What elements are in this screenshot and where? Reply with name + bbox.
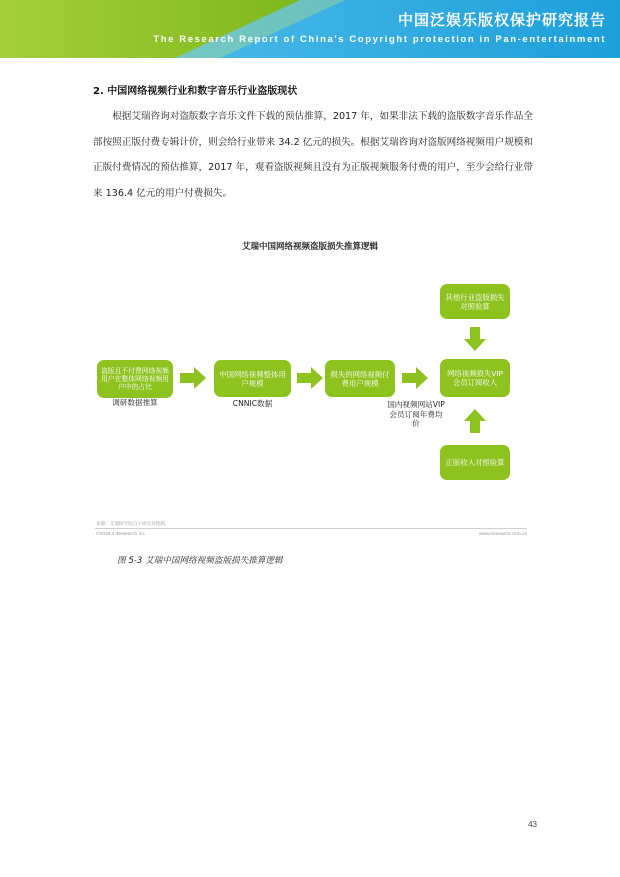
figure-title: 艾瑞中国网络视频盗版损失推算逻辑 bbox=[241, 242, 378, 252]
flow-box-survey-label: 盗版且不付费网络视频用户在整体网络视频用户中的占比 bbox=[101, 367, 169, 391]
flow-box-survey bbox=[97, 360, 173, 398]
page-header bbox=[0, 0, 620, 58]
flow-box-lost-users bbox=[325, 360, 395, 397]
flow-box-users bbox=[214, 360, 291, 397]
flow-box-lost-users-label: 损失的网络视频付费用户规模 bbox=[330, 369, 390, 388]
arrow-down-icon bbox=[464, 327, 486, 351]
header-subtitle: The Research Report of China's Copyright protection in Pan-entertainment bbox=[153, 34, 606, 45]
flow-box-revenue bbox=[440, 445, 510, 480]
header-title: 中国泛娱乐版权保护研究报告 bbox=[397, 11, 606, 29]
arrow-right-icon bbox=[180, 367, 206, 389]
figure-copyright: ©2018.4 iResearch Inc. bbox=[96, 532, 147, 537]
caption-users: CNNIC数据 bbox=[232, 399, 273, 408]
arrow-right-icon bbox=[297, 367, 323, 389]
section-heading: 2. 中国网络视频行业和数字音乐行业盗版现状 bbox=[93, 86, 298, 97]
flow-box-other-industry bbox=[440, 284, 510, 319]
figure-caption: 图 5-3 艾瑞中国网络视频盗版损失推算逻辑 bbox=[117, 556, 283, 566]
flow-box-revenue-label: 正版收入对照验算 bbox=[445, 458, 505, 467]
flow-box-users-label: 中国网络视频整体用户规模 bbox=[219, 369, 286, 388]
body-paragraph: 根据艾瑞咨询对盗版数字音乐文件下载的预估推算，2017 年，如果非法下载的盗版数字音乐作品全部按照正版付费专辑计价，则会给行业带来 34.2 亿元的损失。根据艾瑞咨询对盗版网络视频用户规模和正版付费情况的预估推算，2017 年，观看盗版视频且没有为正版视频服务付费的用户，至少会给行业带来 136.4 亿元的用户付费损失。 bbox=[93, 111, 533, 199]
page-number: 43 bbox=[528, 820, 537, 829]
figure-website: www.iresearch.com.cn bbox=[479, 532, 527, 537]
caption-vip: 国内视频网站VIP会员订阅年费均价 bbox=[387, 400, 445, 428]
caption-survey: 调研数据推算 bbox=[112, 398, 158, 407]
figure-divider bbox=[95, 528, 527, 529]
flow-box-other-industry-label: 其他行业盗版损失对照验算 bbox=[445, 292, 505, 311]
flow-box-loss-label: 网络视频损失VIP会员订阅收入 bbox=[446, 369, 504, 387]
flow-box-loss bbox=[440, 359, 510, 397]
arrow-right-icon bbox=[402, 367, 428, 389]
arrow-up-icon bbox=[464, 409, 486, 433]
figure-source-note: 来源：艾瑞研究院自主研究及绘制。 bbox=[96, 522, 170, 527]
